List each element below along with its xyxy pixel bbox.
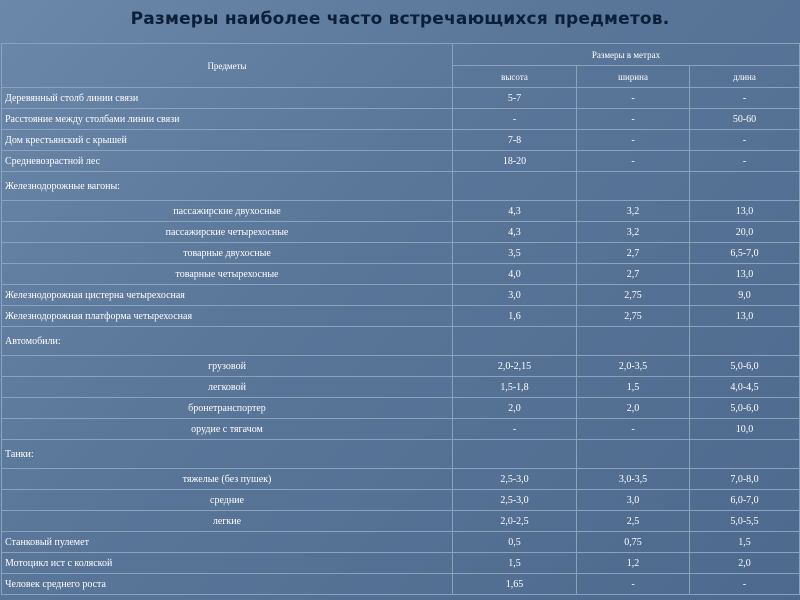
cell-width: - [577,130,690,151]
cell-length: 5,0-5,5 [690,511,800,532]
cell-length [690,327,800,356]
cell-item-name: орудие с тягачом [2,419,453,440]
cell-height: 4,0 [453,264,577,285]
table-row [2,306,800,327]
cell-width: 2,75 [577,285,690,306]
cell-height [453,440,577,469]
table-row [2,532,800,553]
cell-height: - [453,109,577,130]
cell-width: 3,0 [577,490,690,511]
cell-item-name: Железнодорожные вагоны: [2,172,453,201]
table-row [2,201,800,222]
cell-length: 20,0 [690,222,800,243]
cell-width: 2,0-3,5 [577,356,690,377]
cell-width: 1,5 [577,377,690,398]
cell-item-name: легковой [2,377,453,398]
cell-height: 7-8 [453,130,577,151]
cell-height: 3,5 [453,243,577,264]
cell-length: - [690,151,800,172]
cell-height: 5-7 [453,88,577,109]
cell-item-name: средние [2,490,453,511]
cell-length: 13,0 [690,264,800,285]
cell-item-name: бронетранспортер [2,398,453,419]
cell-width: - [577,88,690,109]
cell-length: 50-60 [690,109,800,130]
cell-item-name: товарные двухосные [2,243,453,264]
table-row [2,130,800,151]
cell-length: - [690,88,800,109]
table-row [2,490,800,511]
header-sizes: Размеры в метрах [453,44,800,66]
cell-item-name: Железнодорожная цистерна четырехосная [2,285,453,306]
cell-length: - [690,130,800,151]
cell-item-name: Железнодорожная платформа четырехосная [2,306,453,327]
table-row [2,243,800,264]
cell-height: 18-20 [453,151,577,172]
cell-item-name: Автомобили: [2,327,453,356]
cell-width [577,440,690,469]
cell-width: 0,75 [577,532,690,553]
cell-item-name: Расстояние между столбами линии связи [2,109,453,130]
table-row [2,398,800,419]
cell-length [690,440,800,469]
cell-length: 5,0-6,0 [690,398,800,419]
cell-height: 3,0 [453,285,577,306]
cell-height: 2,0-2,5 [453,511,577,532]
cell-item-name: Дом крестьянский с крышей [2,130,453,151]
cell-height [453,172,577,201]
table-row [2,151,800,172]
cell-length: 2,0 [690,553,800,574]
cell-item-name: грузовой [2,356,453,377]
cell-item-name: товарные четырехосные [2,264,453,285]
cell-length: - [690,574,800,595]
cell-length: 5,0-6,0 [690,356,800,377]
table-row [2,285,800,306]
cell-height: 2,0-2,15 [453,356,577,377]
cell-length: 1,5 [690,532,800,553]
cell-item-name: пассажирские двухосные [2,201,453,222]
table-row [2,553,800,574]
cell-height: 4,3 [453,222,577,243]
table-row [2,327,800,356]
cell-height: 1,5-1,8 [453,377,577,398]
cell-width: - [577,419,690,440]
header-width: ширина [577,66,690,88]
page-title: Размеры наиболее часто встречающихся предметов. [130,9,670,29]
cell-item-name: Человек среднего роста [2,574,453,595]
cell-width: 2,7 [577,243,690,264]
cell-width: - [577,109,690,130]
table-row [2,109,800,130]
table-row [2,222,800,243]
table-row [2,264,800,285]
cell-height: 2,0 [453,398,577,419]
cell-height: 4,3 [453,201,577,222]
cell-length [690,172,800,201]
table-row [2,88,800,109]
table-row [2,377,800,398]
table-row [2,511,800,532]
header-items: Предметы [2,44,453,88]
cell-height: 2,5-3,0 [453,490,577,511]
cell-item-name: пассажирские четырехосные [2,222,453,243]
cell-length: 13,0 [690,306,800,327]
cell-height: 1,5 [453,553,577,574]
cell-item-name: Станковый пулемет [2,532,453,553]
cell-width: 3,2 [577,201,690,222]
cell-item-name: Танки: [2,440,453,469]
cell-width: 1,2 [577,553,690,574]
table-row [2,419,800,440]
cell-length: 6,5-7,0 [690,243,800,264]
cell-width: 2,0 [577,398,690,419]
cell-width [577,172,690,201]
cell-height: 1,6 [453,306,577,327]
header-length: длина [690,66,800,88]
cell-item-name: Средневозрастной лес [2,151,453,172]
cell-height: 0,5 [453,532,577,553]
cell-length: 6,0-7,0 [690,490,800,511]
cell-item-name: Деревянный столб линии связи [2,88,453,109]
cell-item-name: тяжелые (без пушек) [2,469,453,490]
cell-height: - [453,419,577,440]
header-height: высота [453,66,577,88]
cell-width: 2,75 [577,306,690,327]
cell-height: 2,5-3,0 [453,469,577,490]
cell-length: 4,0-4,5 [690,377,800,398]
table-row [2,356,800,377]
cell-width [577,327,690,356]
table-row [2,172,800,201]
sizes-table [1,43,800,595]
cell-item-name: Мотоцикл ист с коляской [2,553,453,574]
table-row [2,574,800,595]
cell-height [453,327,577,356]
table-row [2,440,800,469]
cell-height: 1,65 [453,574,577,595]
cell-width: 3,0-3,5 [577,469,690,490]
table-body [2,88,800,595]
cell-length: 10,0 [690,419,800,440]
cell-length: 13,0 [690,201,800,222]
table-row [2,469,800,490]
cell-width: - [577,151,690,172]
cell-length: 7,0-8,0 [690,469,800,490]
cell-width: 2,5 [577,511,690,532]
cell-width: - [577,574,690,595]
cell-width: 3,2 [577,222,690,243]
cell-length: 9,0 [690,285,800,306]
cell-item-name: легкие [2,511,453,532]
cell-width: 2,7 [577,264,690,285]
